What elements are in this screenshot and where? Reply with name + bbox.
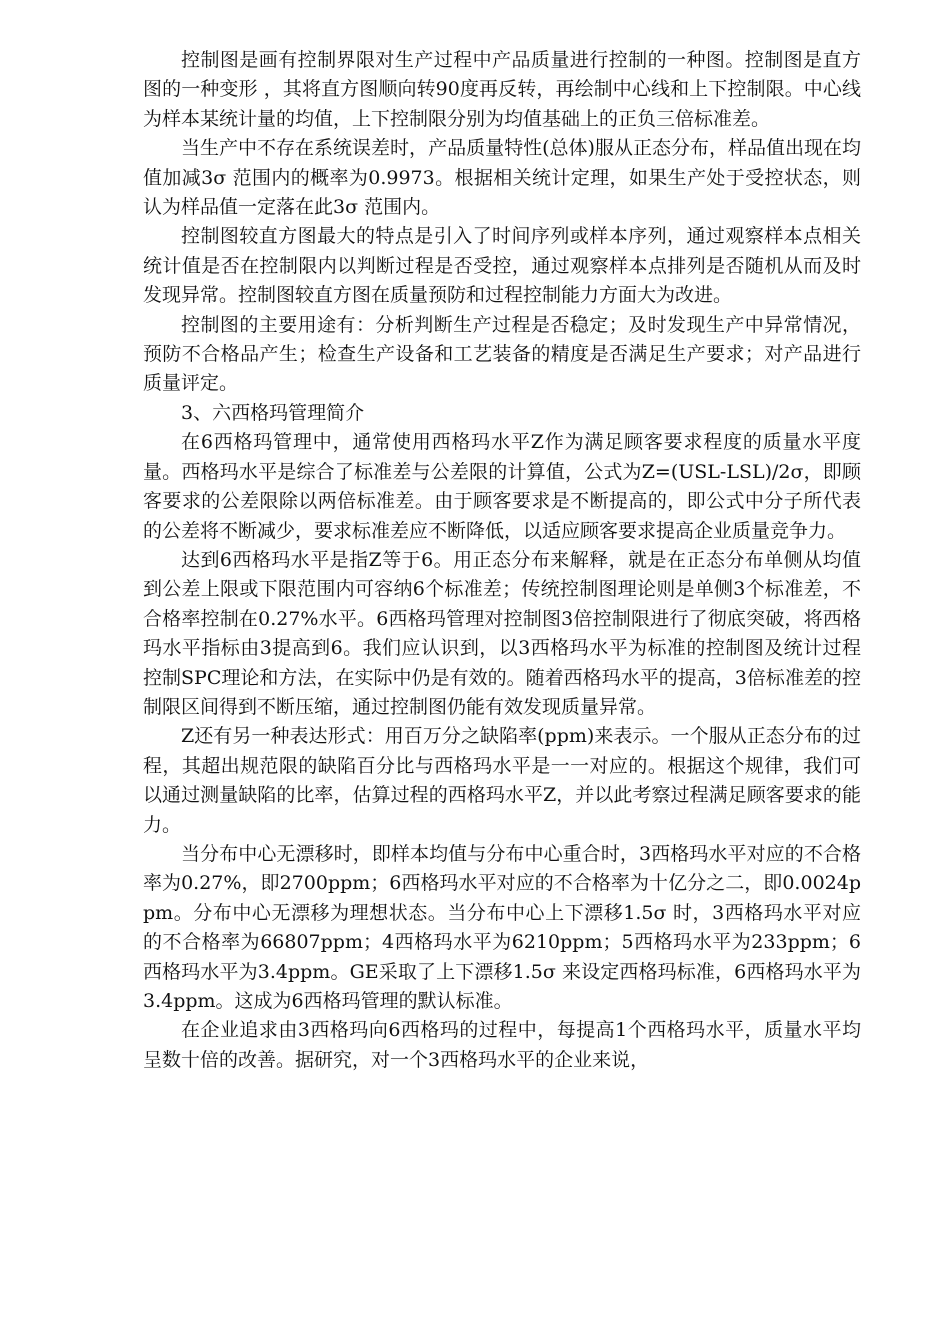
paragraph-sigma-level-z: 在6西格玛管理中，通常使用西格玛水平Z作为满足顾客要求程度的质量水平度量。西格玛水平是综合了标准差与公差限的计算值，公式为Z=(USL-LSL)/2σ，即顾客要求的公差限除以两倍标准差。由于顾客要求是不断提高的，即公式中分子所代表的公差将不断减少，要求标准差应不断降低，以适应顾客要求提高企业质量竞争力。 (143, 431, 861, 542)
paragraph-improvement: 在企业追求由3西格玛向6西格玛的过程中，每提高1个西格玛水平，质量水平均呈数十倍的改善。据研究，对一个3西格玛水平的企业来说， (143, 1019, 861, 1071)
paragraph-drift-defect-rates: 当分布中心无漂移时，即样本均值与分布中心重合时，3西格玛水平对应的不合格率为0.27%，即2700ppm；6西格玛水平对应的不合格率为十亿分之二，即0.0024ppm。分布中心无漂移为理想状态。当分布中心上下漂移1.5σ 时，3西格玛水平对应的不合格率为66807ppm；4西格玛水平为6210ppm；5西格玛水平为233ppm；6西格玛水平为3.4ppm。GE采取了上下漂移1.5σ 来设定西格玛标准，6西格玛水平为3.4ppm。这成为6西格玛管理的默认标准。 (143, 842, 861, 1012)
paragraph-ppm-expression: Z还有另一种表达形式：用百万分之缺陷率(ppm)来表示。一个服从正态分布的过程，其超出规范限的缺陷百分比与西格玛水平是一一对应的。根据这个规律，我们可以通过测量缺陷的比率，估算过程的西格玛水平Z，并以此考察过程满足顾客要求的能力。 (143, 725, 861, 836)
paragraph-normal-distribution: 当生产中不存在系统误差时，产品质量特性(总体)服从正态分布，样品值出现在均值加减3σ 范围内的概率为0.9973。根据相关统计定理，如果生产处于受控状态，则认为样品值一定落在此3σ 范围内。 (143, 137, 861, 219)
paragraph-six-sigma-meaning: 达到6西格玛水平是指Z等于6。用正态分布来解释，就是在正态分布单侧从均值到公差上限或下限范围内可容纳6个标准差；传统控制图理论则是单侧3个标准差，不合格率控制在0.27%水平。6西格玛管理对控制图3倍控制限进行了彻底突破，将西格玛水平指标由3提高到6。我们应认识到，以3西格玛水平为标准的控制图及统计过程控制SPC理论和方法，在实际中仍是有效的。随着西格玛水平的提高，3倍标准差的控制限区间得到不断压缩，通过控制图仍能有效发现质量异常。 (143, 548, 861, 718)
document-body (143, 46, 861, 1075)
paragraph-control-chart-definition: 控制图是画有控制界限对生产过程中产品质量进行控制的一种图。控制图是直方图的一种变形 ，其将直方图顺向转90度再反转，再绘制中心线和上下控制限。中心线为样本某统计量的均值，上下控制限分别为均值基础上的正负三倍标准差。 (143, 49, 861, 130)
paragraph-control-chart-features: 控制图较直方图最大的特点是引入了时间序列或样本序列，通过观察样本点相关统计值是否在控制限内以判断过程是否受控，通过观察样本点排列是否随机从而及时发现异常。控制图较直方图在质量预防和过程控制能力方面大为改进。 (143, 225, 861, 307)
section-heading-six-sigma: 3、六西格玛管理简介 (181, 401, 365, 424)
paragraph-control-chart-uses: 控制图的主要用途有：分析判断生产过程是否稳定；及时发现生产中异常情况，预防不合格品产生；检查生产设备和工艺装备的精度是否满足生产要求；对产品进行质量评定。 (143, 313, 861, 395)
